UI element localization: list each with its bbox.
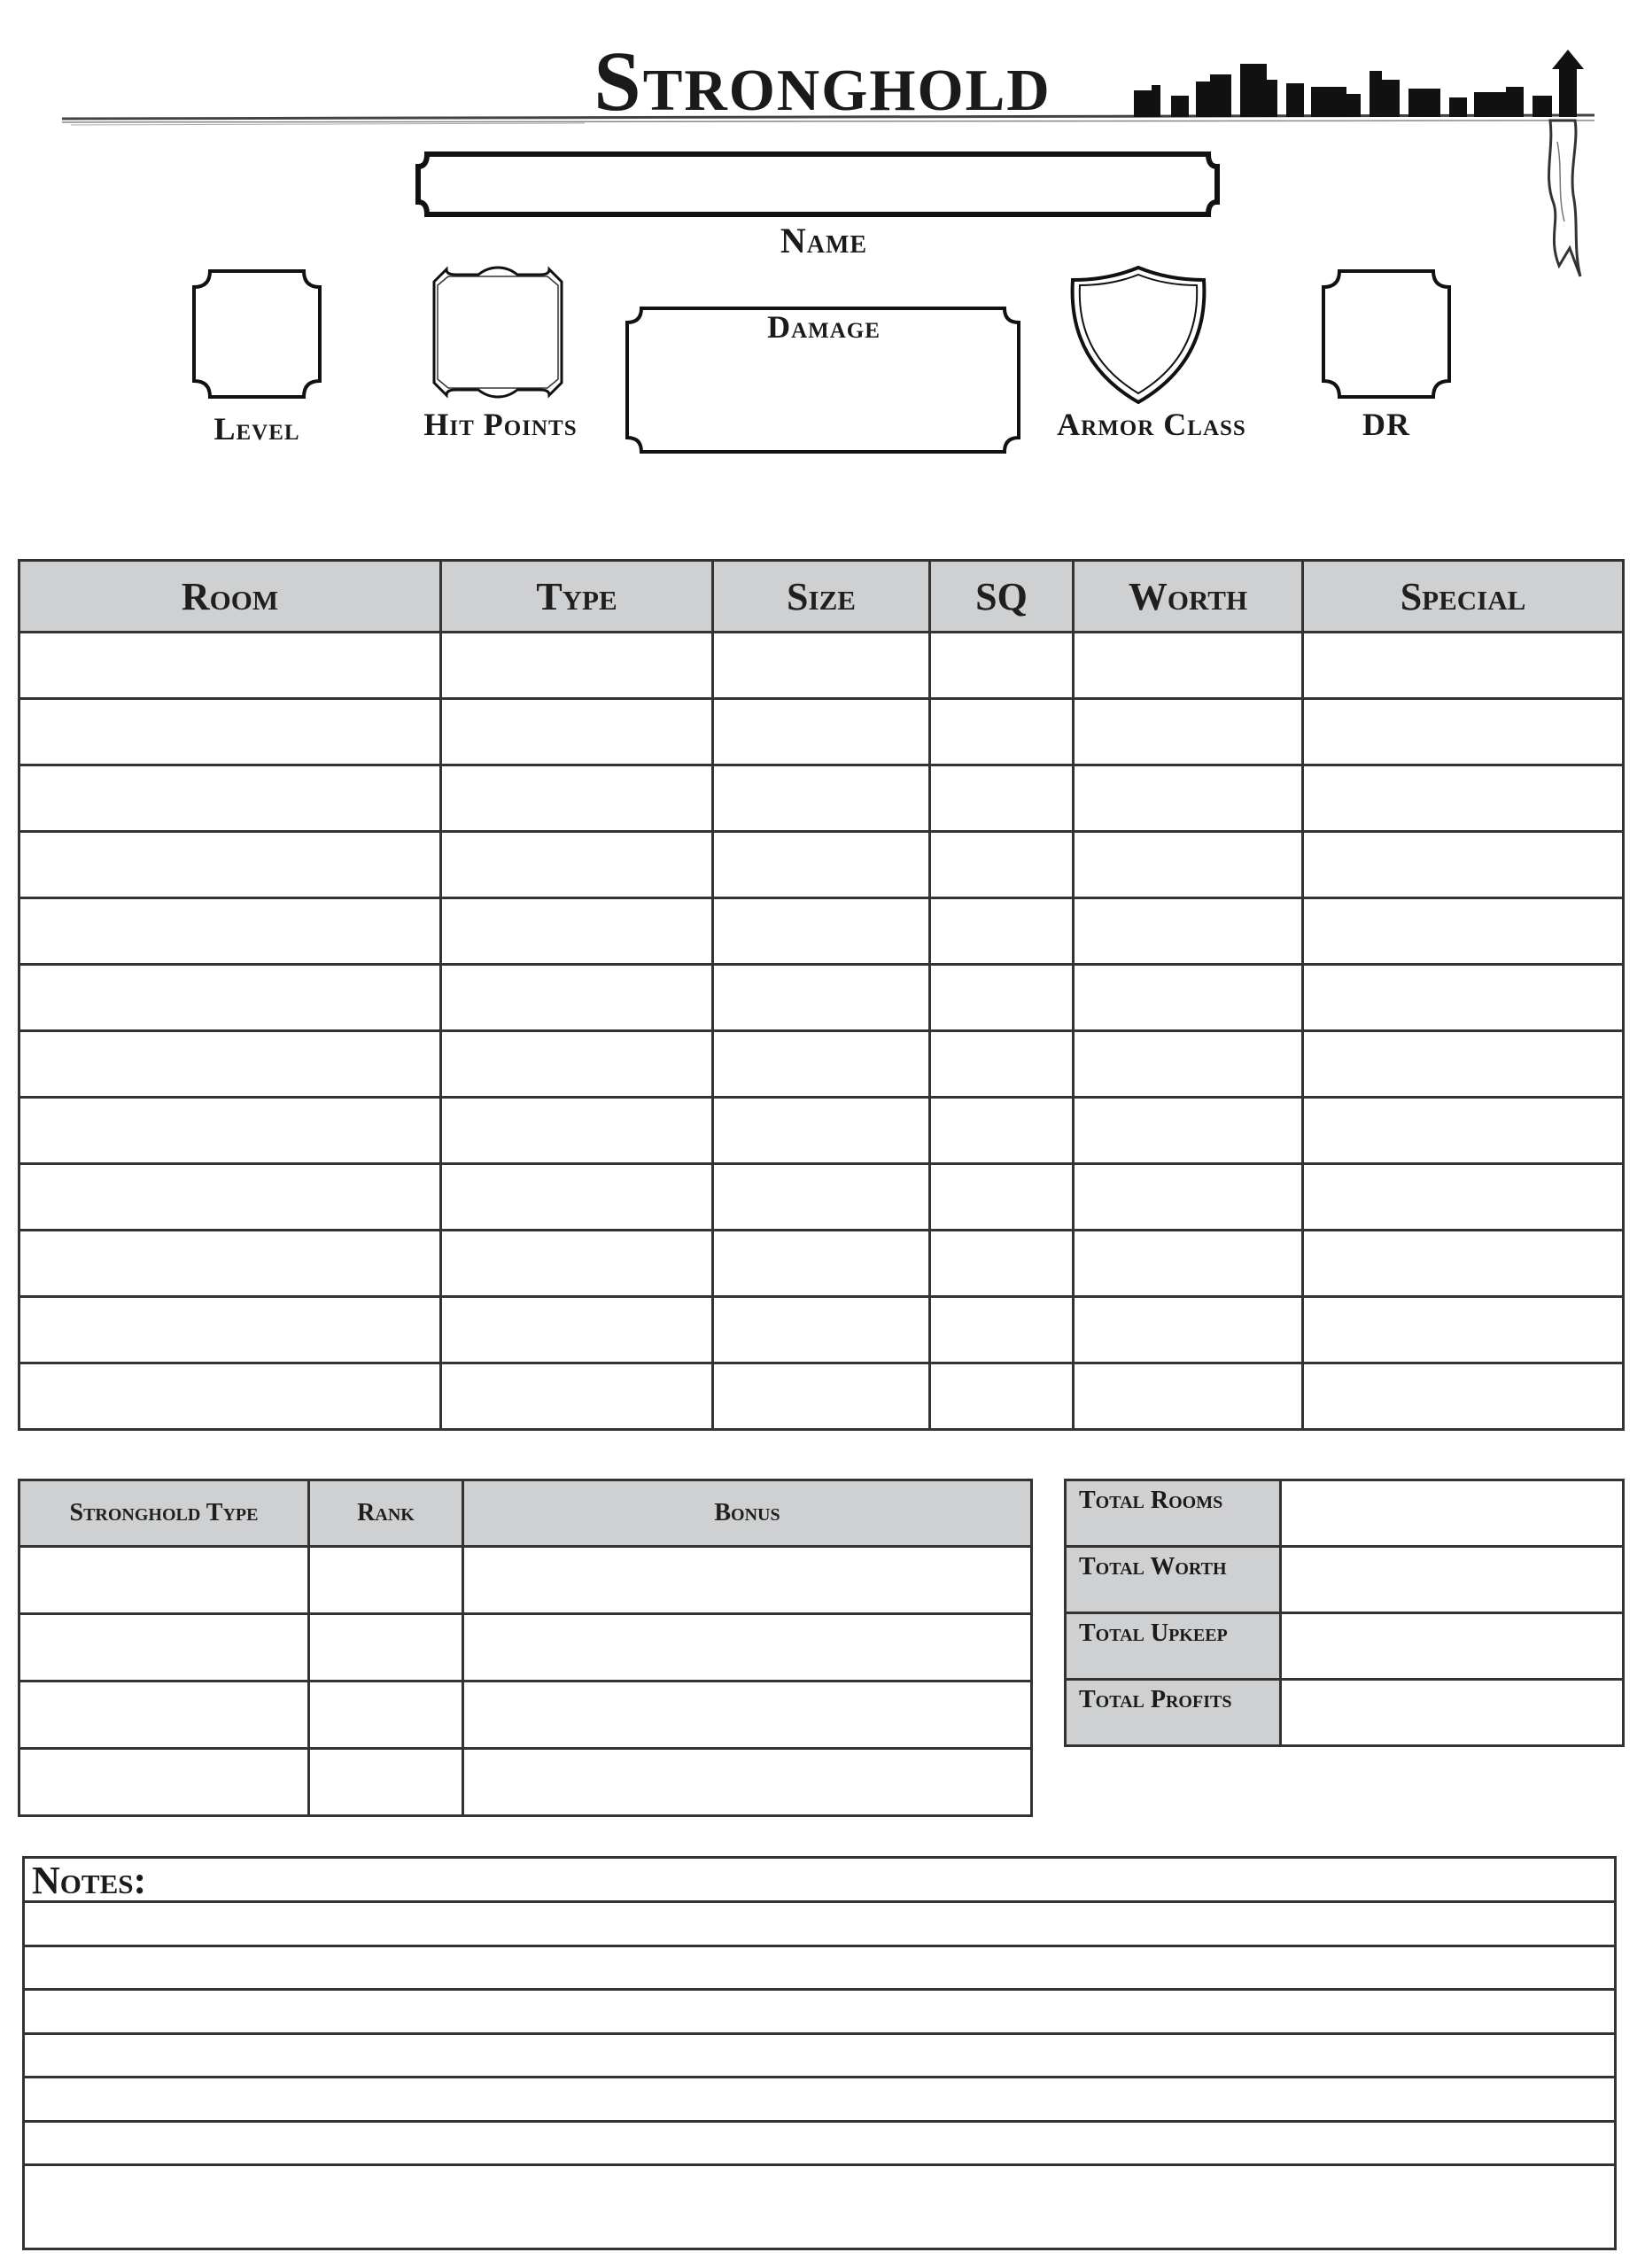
cell-special[interactable] (1303, 832, 1624, 898)
cell-size[interactable] (713, 1098, 930, 1164)
column-header-special: Special (1303, 561, 1624, 633)
column-header-type: Type (441, 561, 713, 633)
column-header-rank: Rank (309, 1480, 463, 1547)
total-worth-field[interactable] (1281, 1547, 1624, 1613)
cell-size[interactable] (713, 832, 930, 898)
stronghold-type-table (18, 1479, 1033, 1817)
total-profits-field[interactable] (1281, 1680, 1624, 1746)
cell-type[interactable] (441, 633, 713, 699)
column-header-size: Size (713, 561, 930, 633)
cell-type[interactable] (441, 1363, 713, 1430)
cell-special[interactable] (1303, 633, 1624, 699)
cell-special[interactable] (1303, 1098, 1624, 1164)
cell-special[interactable] (1303, 1164, 1624, 1231)
column-header-worth: Worth (1074, 561, 1303, 633)
cell-special[interactable] (1303, 898, 1624, 965)
dr-field[interactable] (1320, 268, 1453, 400)
cell-size[interactable] (713, 1363, 930, 1430)
cell-room[interactable] (19, 699, 441, 765)
armor-class-label: Armor Class (1057, 407, 1246, 442)
total-worth-row (1066, 1547, 1624, 1613)
table-row (19, 1614, 1032, 1682)
page-title: Stronghold (594, 34, 1051, 128)
total-upkeep-row (1066, 1613, 1624, 1680)
notes-box[interactable] (22, 1856, 1617, 2250)
cell-room[interactable] (19, 898, 441, 965)
cell-stronghold-type[interactable] (19, 1614, 309, 1682)
cell-type[interactable] (441, 898, 713, 965)
cell-worth[interactable] (1074, 1363, 1303, 1430)
rooms-header-row (19, 561, 1624, 633)
notes-line (22, 2032, 1617, 2035)
cell-type[interactable] (441, 1297, 713, 1363)
cell-sq[interactable] (930, 1231, 1074, 1297)
column-header-sq: SQ (930, 561, 1074, 633)
table-row (19, 898, 1624, 965)
cell-room[interactable] (19, 1363, 441, 1430)
cell-sq[interactable] (930, 633, 1074, 699)
table-row (19, 1749, 1032, 1816)
notes-label: Notes: (32, 1859, 147, 1902)
cell-type[interactable] (441, 1164, 713, 1231)
stronghold-body (19, 1547, 1032, 1816)
cell-special[interactable] (1303, 965, 1624, 1031)
cell-room[interactable] (19, 965, 441, 1031)
level-label: Level (213, 411, 300, 447)
notes-line (22, 2076, 1617, 2078)
table-row (19, 765, 1624, 832)
total-rooms-field[interactable] (1281, 1480, 1624, 1547)
name-label: Name (780, 221, 868, 260)
notes-line (22, 2163, 1617, 2166)
cell-worth[interactable] (1074, 1231, 1303, 1297)
column-header-stronghold-type: Stronghold Type (19, 1480, 309, 1547)
totals-table (1064, 1479, 1625, 1747)
cell-worth[interactable] (1074, 832, 1303, 898)
notes-line (22, 1945, 1617, 1947)
table-row (19, 1682, 1032, 1749)
total-rooms-row (1066, 1480, 1624, 1547)
cell-room[interactable] (19, 1297, 441, 1363)
cell-size[interactable] (713, 699, 930, 765)
cell-special[interactable] (1303, 699, 1624, 765)
cell-size[interactable] (713, 1297, 930, 1363)
cell-room[interactable] (19, 1031, 441, 1098)
cell-type[interactable] (441, 699, 713, 765)
column-header-room: Room (19, 561, 441, 633)
total-upkeep-label: Total Upkeep (1066, 1613, 1281, 1680)
table-row (19, 1098, 1624, 1164)
hit-points-label: Hit Points (423, 407, 578, 442)
cell-special[interactable] (1303, 1363, 1624, 1430)
cell-stronghold-type[interactable] (19, 1749, 309, 1816)
cell-rank[interactable] (309, 1749, 463, 1816)
table-row (19, 1363, 1624, 1430)
cell-worth[interactable] (1074, 1031, 1303, 1098)
cell-room[interactable] (19, 633, 441, 699)
cell-size[interactable] (713, 633, 930, 699)
table-row (19, 1164, 1624, 1231)
cell-room[interactable] (19, 832, 441, 898)
cell-size[interactable] (713, 965, 930, 1031)
cell-room[interactable] (19, 1098, 441, 1164)
cell-bonus[interactable] (463, 1749, 1032, 1816)
cell-sq[interactable] (930, 1164, 1074, 1231)
total-profits-label: Total Profits (1066, 1680, 1281, 1746)
notes-line (22, 1900, 1617, 1903)
rooms-body (19, 633, 1624, 1430)
cell-worth[interactable] (1074, 765, 1303, 832)
cell-worth[interactable] (1074, 1098, 1303, 1164)
rooms-table (18, 559, 1625, 1431)
dr-label: DR (1362, 407, 1410, 442)
cell-size[interactable] (713, 1164, 930, 1231)
cell-size[interactable] (713, 1231, 930, 1297)
cell-stronghold-type[interactable] (19, 1682, 309, 1749)
total-worth-label: Total Worth (1066, 1547, 1281, 1613)
cell-worth[interactable] (1074, 699, 1303, 765)
cell-sq[interactable] (930, 898, 1074, 965)
column-header-bonus: Bonus (463, 1480, 1032, 1547)
table-row (19, 1031, 1624, 1098)
cell-special[interactable] (1303, 1231, 1624, 1297)
notes-line (22, 2120, 1617, 2123)
cell-bonus[interactable] (463, 1614, 1032, 1682)
cell-sq[interactable] (930, 765, 1074, 832)
table-row (19, 832, 1624, 898)
cell-sq[interactable] (930, 965, 1074, 1031)
cell-worth[interactable] (1074, 1297, 1303, 1363)
cell-rank[interactable] (309, 1682, 463, 1749)
cell-worth[interactable] (1074, 1164, 1303, 1231)
damage-label: Damage (767, 309, 881, 345)
stronghold-header-row (19, 1480, 1032, 1547)
cell-sq[interactable] (930, 1363, 1074, 1430)
table-row (19, 699, 1624, 765)
cell-room[interactable] (19, 1231, 441, 1297)
cell-type[interactable] (441, 1231, 713, 1297)
cell-rank[interactable] (309, 1547, 463, 1614)
cell-sq[interactable] (930, 1098, 1074, 1164)
armor-class-shield-icon[interactable] (1067, 264, 1209, 406)
cell-bonus[interactable] (463, 1547, 1032, 1614)
cell-sq[interactable] (930, 832, 1074, 898)
cell-room[interactable] (19, 1164, 441, 1231)
cell-type[interactable] (441, 832, 713, 898)
cell-worth[interactable] (1074, 633, 1303, 699)
cell-sq[interactable] (930, 1031, 1074, 1098)
cell-size[interactable] (713, 898, 930, 965)
table-row (19, 1231, 1624, 1297)
cell-special[interactable] (1303, 1297, 1624, 1363)
table-row (19, 965, 1624, 1031)
cell-special[interactable] (1303, 1031, 1624, 1098)
total-profits-row (1066, 1680, 1624, 1746)
cell-worth[interactable] (1074, 898, 1303, 965)
cell-type[interactable] (441, 765, 713, 832)
cell-room[interactable] (19, 765, 441, 832)
cell-stronghold-type[interactable] (19, 1547, 309, 1614)
cell-sq[interactable] (930, 699, 1074, 765)
table-row (19, 633, 1624, 699)
cell-type[interactable] (441, 965, 713, 1031)
table-row (19, 1297, 1624, 1363)
notes-line (22, 1988, 1617, 1991)
hit-points-field[interactable] (429, 264, 567, 400)
cell-type[interactable] (441, 1031, 713, 1098)
table-row (19, 1547, 1032, 1614)
name-field[interactable] (415, 151, 1221, 218)
cell-worth[interactable] (1074, 965, 1303, 1031)
cell-size[interactable] (713, 1031, 930, 1098)
cell-type[interactable] (441, 1098, 713, 1164)
cell-sq[interactable] (930, 1297, 1074, 1363)
cell-rank[interactable] (309, 1614, 463, 1682)
cell-special[interactable] (1303, 765, 1624, 832)
cell-bonus[interactable] (463, 1682, 1032, 1749)
cell-size[interactable] (713, 765, 930, 832)
level-field[interactable] (190, 268, 323, 400)
total-rooms-label: Total Rooms (1066, 1480, 1281, 1547)
total-upkeep-field[interactable] (1281, 1613, 1624, 1680)
